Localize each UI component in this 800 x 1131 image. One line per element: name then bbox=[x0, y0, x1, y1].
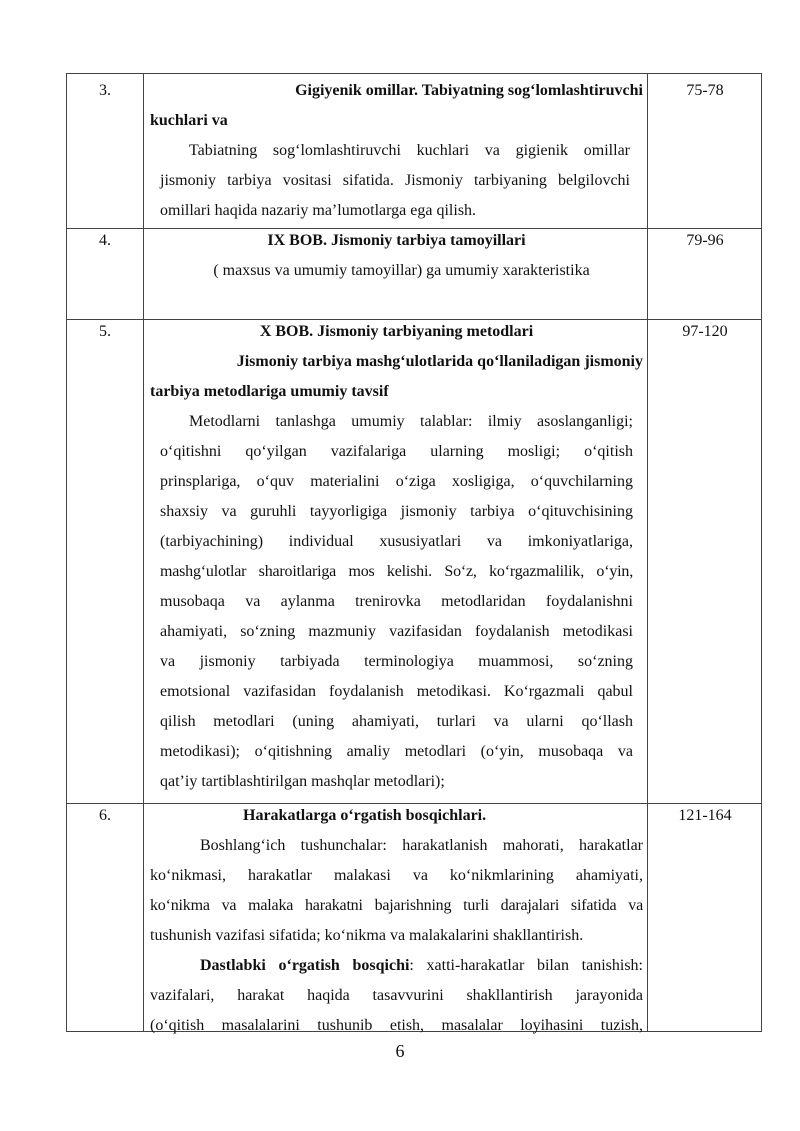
row-number: 3. bbox=[99, 82, 111, 99]
text-line: (o‘qitish masalalarini tushunib etish, masalalar loyihasini tuzish, bbox=[150, 1017, 643, 1034]
text-line: ko‘nikmasi, harakatlar malakasi va ko‘nikmlarining ahamiyati, bbox=[150, 867, 643, 884]
text-line: prinsplariga, o‘quv materialini o‘ziga xosligiga, o‘quvchilarning bbox=[160, 473, 633, 490]
stage-heading-rest: : xatti-harakatlar bilan tanishish: bbox=[409, 957, 643, 974]
text-line: Tabiatning sog‘lomlashtiruvchi kuchlari va gigienik omillar bbox=[189, 142, 630, 159]
text-line: tushunish vazifasi sifatida; ko‘nikma va malakalarini shakllantirish. bbox=[150, 927, 584, 944]
text-line: ahamiyati, so‘zning mazmuniy vazifasidan foydalanish metodikasi bbox=[160, 623, 633, 640]
text-line: va jismoniy tarbiyada terminologiya muammosi, so‘zning bbox=[160, 653, 633, 670]
text-line bbox=[150, 951, 643, 981]
row-number: 4. bbox=[99, 232, 111, 249]
text-line: vazifalari, harakat haqida tasavvurini shakllantirish jarayonida bbox=[150, 987, 643, 1004]
row-number: 6. bbox=[99, 807, 111, 824]
page-range: 79-96 bbox=[686, 232, 724, 249]
row-title: Harakatlarga o‘rgatish bosqichlari. bbox=[243, 807, 487, 824]
row-title: IX BOB. Jismoniy tarbiya tamoyillari bbox=[267, 232, 526, 249]
text-line: Metodlarni tanlashga umumiy talablar: ilmiy asoslanganligi; bbox=[189, 413, 633, 430]
stage-heading: Dastlabki o‘rgatish bosqichi bbox=[200, 957, 410, 974]
row-body bbox=[150, 136, 630, 226]
row-subtitle: Jismoniy tarbiya mashg‘ulotlarida qo‘llaniladigan jismoniy bbox=[236, 353, 643, 370]
text-line: Boshlang‘ich tushunchalar: harakatlanish mahorati, harakatlar bbox=[200, 837, 643, 854]
row-content bbox=[150, 801, 643, 1041]
row-subtitle: tarbiya metodlariga umumiy tavsif bbox=[150, 383, 389, 400]
text-line: shaxsiy va guruhli tayyorligiga jismoniy tarbiya o‘qituvchisining bbox=[160, 503, 633, 520]
text-line: ko‘nikma va malaka harakatni bajarishning turli darajalari sifatida va bbox=[150, 897, 643, 914]
text-line: qat’iy tartiblashtirilgan mashqlar metodlari); bbox=[160, 773, 445, 790]
text-line: jismoniy tarbiya vositasi sifatida. Jismoniy tarbiyaning belgilovchi bbox=[160, 172, 630, 189]
page-number: 6 bbox=[395, 1041, 405, 1061]
text-line: o‘qitishni qo‘yilgan vazifalariga ularning mosligi; o‘qitish bbox=[160, 443, 633, 460]
row-body bbox=[150, 407, 633, 797]
row-content bbox=[150, 226, 643, 286]
row-content bbox=[150, 317, 643, 797]
page-range: 75-78 bbox=[686, 82, 724, 99]
row-title: Gigiyenik omillar. Tabiyatning sog‘lomlashtiruvchi bbox=[295, 82, 643, 99]
row-subtitle: ( maxsus va umumiy tamoyillar) ga umumiy xarakteristika bbox=[213, 262, 590, 279]
text-line: qilish metodlari (uning ahamiyati, turlari va ularni qo‘llash bbox=[160, 713, 633, 730]
text-line: emotsional vazifasidan foydalanish metodikasi. Ko‘rgazmali qabul bbox=[160, 683, 633, 700]
text-line: omillari haqida nazariy ma’lumotlarga ega qilish. bbox=[160, 202, 477, 219]
column-divider bbox=[647, 74, 648, 1031]
page-range: 121-164 bbox=[678, 807, 732, 824]
text-line: metodikasi); o‘qitishning amaliy metodlari (o‘yin, musobaqa va bbox=[160, 743, 633, 760]
row-title: kuchlari va bbox=[150, 112, 228, 129]
text-line: mashg‘ulotlar sharoitlariga mos kelishi. So‘z, ko‘rgazmalilik, o‘yin, bbox=[160, 563, 633, 580]
row-content bbox=[150, 76, 643, 226]
row-number: 5. bbox=[99, 323, 111, 340]
row-title: X BOB. Jismoniy tarbiyaning metodlari bbox=[259, 323, 534, 340]
contents-table bbox=[66, 73, 762, 1032]
column-divider bbox=[143, 74, 144, 1031]
text-line: (tarbiyachining) individual xususiyatlari va imkoniyatlariga, bbox=[160, 533, 633, 550]
text-line: musobaqa va aylanma trenirovka metodlaridan foydalanishni bbox=[160, 593, 633, 610]
page-range: 97-120 bbox=[682, 323, 728, 340]
